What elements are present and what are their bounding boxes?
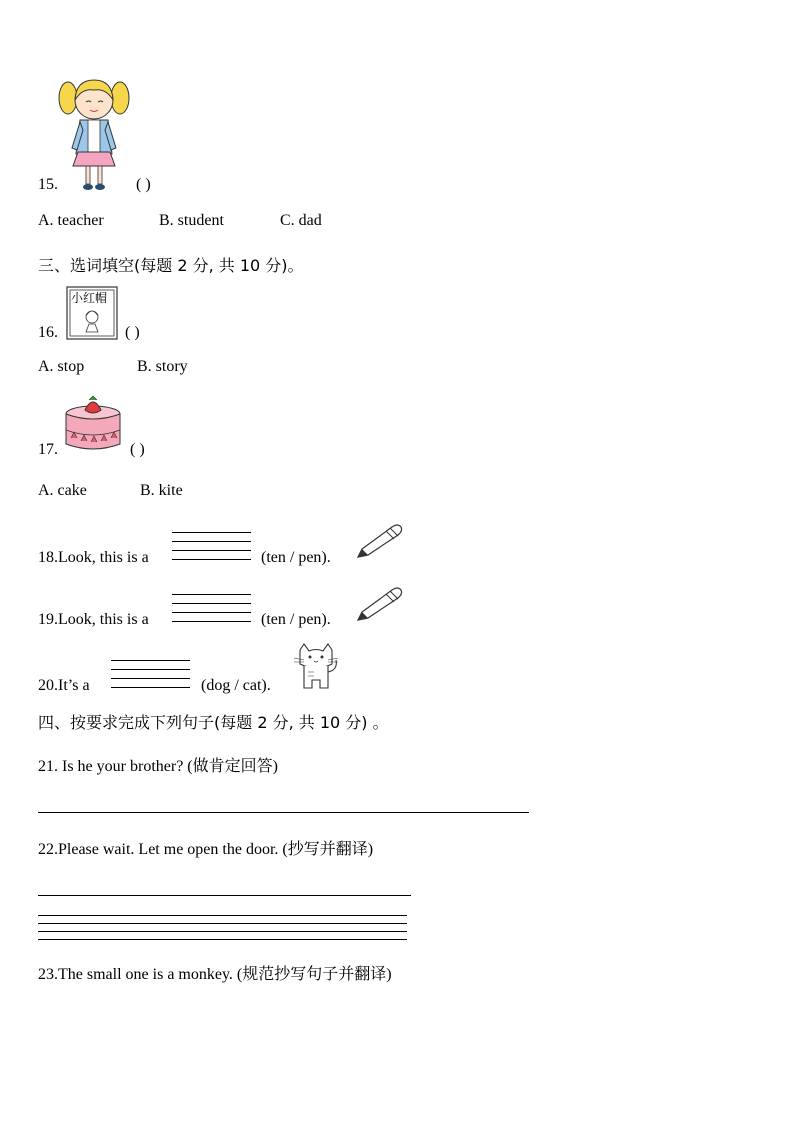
- cat-icon: [292, 642, 340, 692]
- option-b[interactable]: B. student: [159, 212, 224, 229]
- answer-parenthesis[interactable]: ( ): [130, 441, 145, 458]
- question-prompt: 19.Look, this is a: [38, 611, 149, 628]
- option-a[interactable]: A. cake: [38, 482, 87, 499]
- question-number: 15.: [38, 176, 58, 193]
- pen-icon: [352, 584, 404, 624]
- word-choices: (ten / pen).: [261, 611, 331, 628]
- four-line-writing-grid[interactable]: [111, 660, 190, 688]
- answer-line[interactable]: [38, 812, 529, 813]
- answer-line[interactable]: [38, 895, 411, 896]
- answer-parenthesis[interactable]: ( ): [136, 176, 151, 193]
- answer-parenthesis[interactable]: ( ): [125, 324, 140, 341]
- four-line-writing-grid[interactable]: [38, 915, 407, 940]
- option-b[interactable]: B. kite: [140, 482, 183, 499]
- question-prompt: 18.Look, this is a: [38, 549, 149, 566]
- word-choices: (ten / pen).: [261, 549, 331, 566]
- question-number: 16.: [38, 324, 58, 341]
- cake-illustration: [63, 394, 123, 456]
- pen-icon: [352, 521, 404, 561]
- question-prompt: 21. Is he your brother? (做肯定回答): [38, 758, 278, 775]
- question-number: 17.: [38, 441, 58, 458]
- girl-illustration: [58, 76, 130, 194]
- question-prompt: 20.It’s a: [38, 677, 90, 694]
- word-choices: (dog / cat).: [201, 677, 271, 694]
- option-a[interactable]: A. stop: [38, 358, 85, 375]
- four-line-writing-grid[interactable]: [172, 532, 251, 560]
- question-prompt: 23.The small one is a monkey. (规范抄写句子并翻译): [38, 966, 392, 983]
- option-b[interactable]: B. story: [137, 358, 188, 375]
- book-title: 小红帽: [71, 291, 108, 305]
- question-prompt: 22.Please wait. Let me open the door. (抄写并翻译): [38, 841, 374, 858]
- four-line-writing-grid[interactable]: [172, 594, 251, 622]
- option-c[interactable]: C. dad: [280, 212, 322, 229]
- section-heading: 四、按要求完成下列句子(每题 2 分, 共 10 分) 。: [38, 713, 389, 732]
- section-heading: 三、选词填空(每题 2 分, 共 10 分)。: [38, 256, 304, 275]
- option-a[interactable]: A. teacher: [38, 212, 104, 229]
